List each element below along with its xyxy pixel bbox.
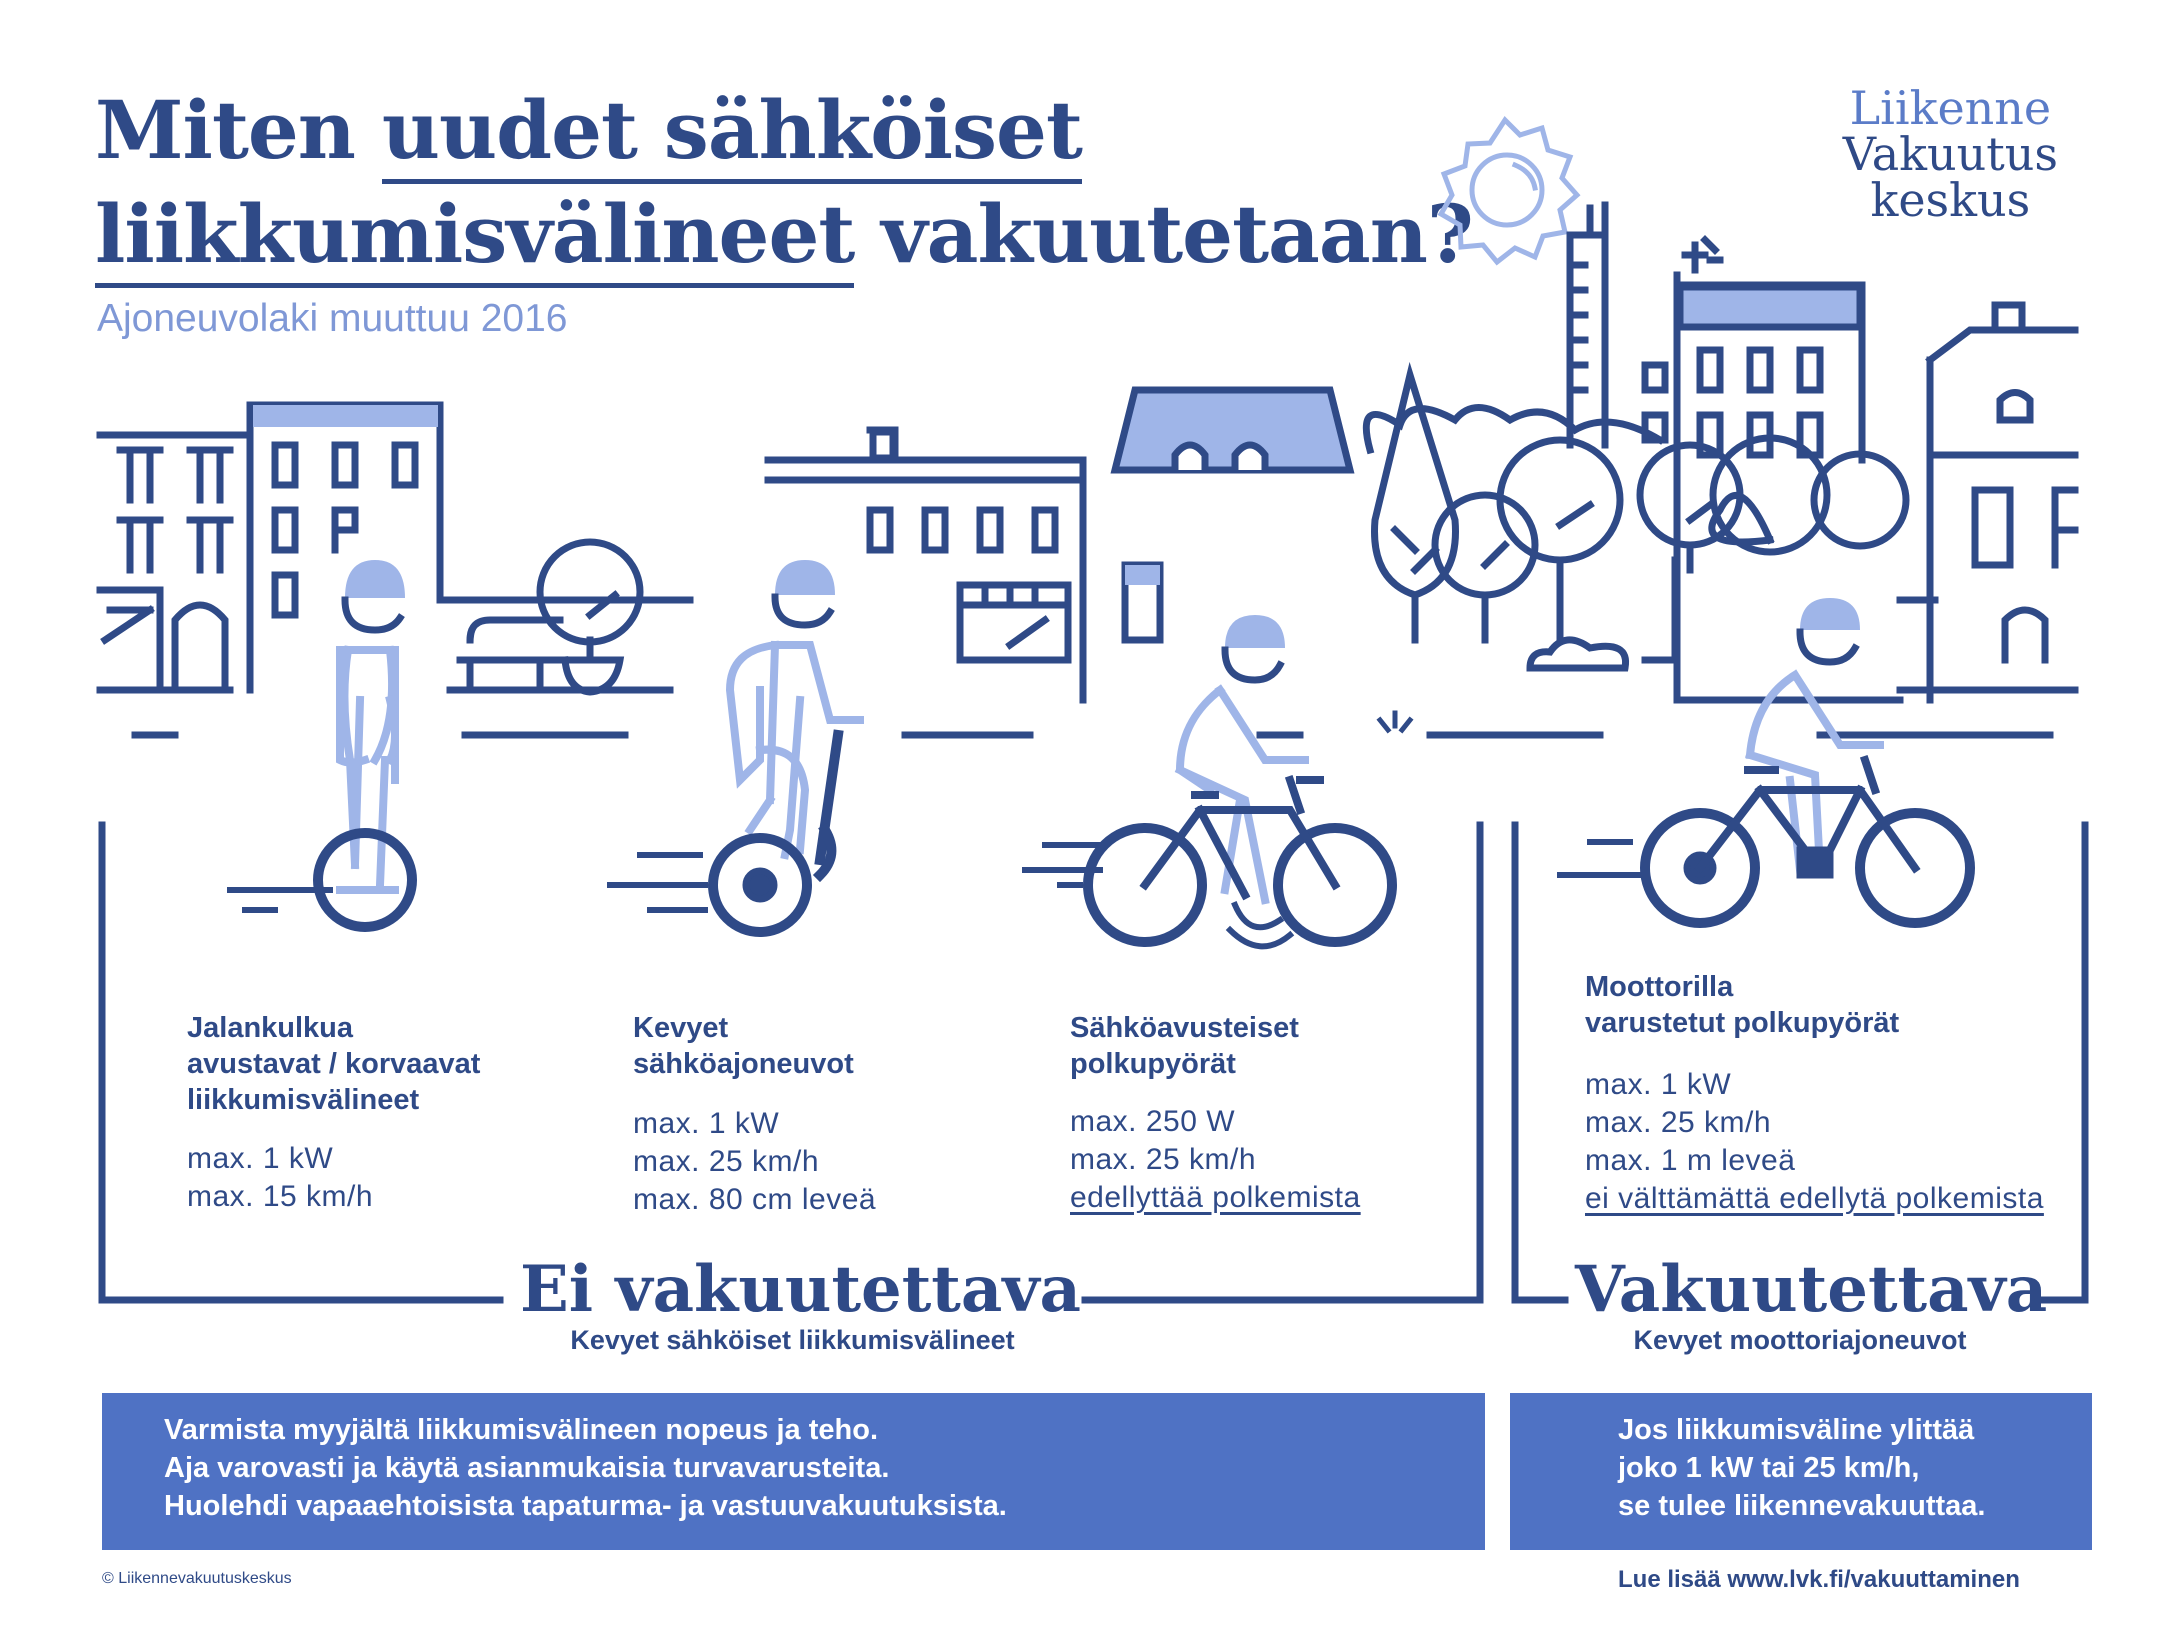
more-info-link[interactable]: Lue lisää www.lvk.fi/vakuuttaminen <box>1618 1566 2020 1593</box>
spec-line: max. 1 kW <box>633 1107 780 1140</box>
page-subtitle: Ajoneuvolaki muuttuu 2016 <box>97 297 568 340</box>
spec-line: max. 15 km/h <box>187 1180 374 1213</box>
logo-line: Liikenne <box>1849 81 2052 135</box>
category-title-line: Kevyet <box>633 1012 729 1044</box>
advice-line: Varmista myyjältä liikkumisvälineen nopeus ja teho. <box>164 1414 879 1446</box>
category-title-line: Moottorilla <box>1585 971 1734 1003</box>
title-text: vakuutetaan? <box>854 187 1473 281</box>
category-specs <box>187 1140 373 1216</box>
category-title <box>187 1010 480 1118</box>
spec-line: max. 1 m leveä <box>1585 1144 1796 1177</box>
logo-line: keskus <box>1870 173 2031 227</box>
category-title <box>633 1010 854 1082</box>
park-bench-tree-illustration <box>450 542 670 692</box>
advice-line: Huolehdi vapaaehtoisista tapaturma- ja vastuuvakuutuksista. <box>164 1490 1007 1522</box>
copyright: © Liikennevakuutuskeskus <box>102 1570 292 1587</box>
logo-line: Vakuutus <box>1842 127 2058 181</box>
advice-line: Aja varovasti ja käytä asianmukaisia turvavarusteita. <box>164 1452 890 1484</box>
insurance-rule-box <box>1510 1393 2092 1550</box>
spec-line: max. 80 cm leveä <box>633 1183 877 1216</box>
category-specs <box>633 1105 876 1219</box>
category-title <box>1070 1010 1299 1082</box>
title-text: Miten <box>95 83 382 177</box>
category-specs <box>1070 1103 1361 1217</box>
spec-line-underlined: ei välttämättä edellytä polkemista <box>1585 1182 2044 1215</box>
middle-building-illustration <box>768 390 1350 700</box>
spec-line: max. 1 kW <box>187 1142 334 1175</box>
category-title-line: Sähköavusteiset <box>1070 1012 1299 1044</box>
rule-line: Jos liikkumisväline ylittää <box>1618 1414 1975 1446</box>
insured-subtitle: Kevyet moottoriajoneuvot <box>1633 1325 1967 1355</box>
spec-line: max. 25 km/h <box>1070 1143 1257 1176</box>
category-title-line: avustavat / korvaavat <box>187 1048 481 1080</box>
rule-line: se tulee liikennevakuuttaa. <box>1618 1490 1986 1522</box>
category-title-line: Jalankulkua <box>187 1012 354 1044</box>
segway-illustration <box>610 560 860 932</box>
electric-unicycle-illustration <box>230 560 412 927</box>
spec-line: max. 25 km/h <box>1585 1106 1772 1139</box>
rule-line: joko 1 kW tai 25 km/h, <box>1618 1452 1920 1484</box>
sun-illustration <box>1441 120 1577 262</box>
spec-line: max. 250 W <box>1070 1105 1236 1138</box>
spec-line: max. 25 km/h <box>633 1145 820 1178</box>
title-underlined-text: liikkumisvälineet <box>95 187 854 288</box>
spec-line: max. 1 kW <box>1585 1068 1732 1101</box>
title-underlined-text: uudet sähköiset <box>382 83 1082 184</box>
insured-title: Vakuutettava <box>1575 1252 2048 1327</box>
category-title-line: liikkumisvälineet <box>187 1084 420 1116</box>
category-title-line: polkupyörät <box>1070 1048 1236 1080</box>
spec-line-underlined: edellyttää polkemista <box>1070 1181 1361 1214</box>
category-title <box>1585 969 1899 1041</box>
category-title-line: varustetut polkupyörät <box>1585 1007 1900 1039</box>
not-insured-subtitle: Kevyet sähköiset liikkumisvälineet <box>570 1325 1015 1355</box>
category-specs <box>1585 1066 2044 1218</box>
category-title-line: sähköajoneuvot <box>633 1048 854 1080</box>
advice-box <box>102 1393 1485 1550</box>
not-insured-title: Ei vakuutettava <box>520 1252 1081 1327</box>
